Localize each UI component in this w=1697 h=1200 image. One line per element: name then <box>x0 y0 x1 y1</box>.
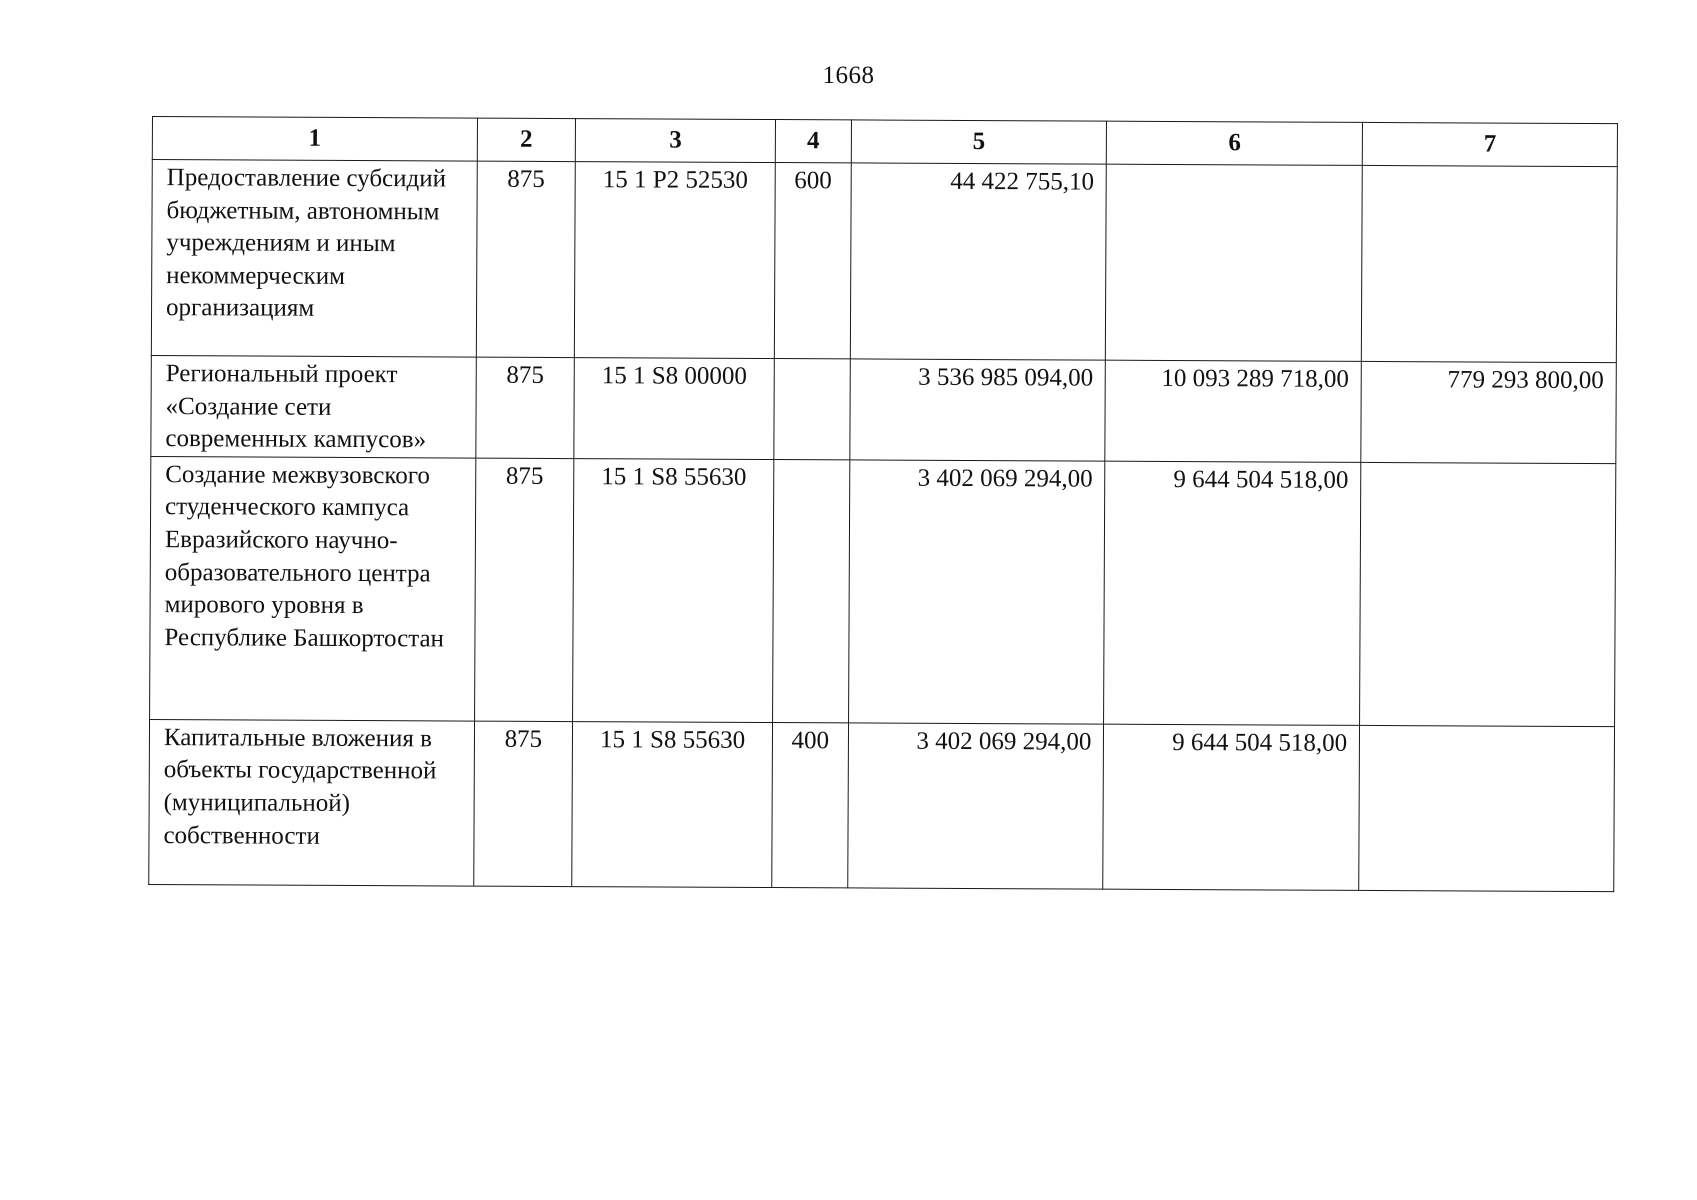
row-admin-code-cell: 875 <box>476 357 575 458</box>
budget-table <box>148 116 1618 892</box>
row-name-cell: Капитальные вложения в объекты государственной (муниципальной) собственности <box>149 719 475 886</box>
row-admin-code-cell: 875 <box>473 721 572 886</box>
column-header-5: 5 <box>851 120 1107 164</box>
table-row <box>151 160 1617 363</box>
row-amount-5-cell: 3 536 985 094,00 <box>849 359 1105 461</box>
page-number: 1668 <box>822 62 875 89</box>
column-header-6: 6 <box>1107 121 1363 165</box>
row-amount-5-cell: 3 402 069 294,00 <box>847 723 1104 889</box>
column-header-1: 1 <box>152 117 477 162</box>
row-expense-type-cell <box>774 359 850 460</box>
row-name-cell: Создание межвузовского студенческого кампуса Евразийского научно-образовательного центра мирового уровня в Республике Башкортостан <box>150 456 476 721</box>
column-header-4: 4 <box>775 120 851 163</box>
row-target-code-cell: 15 1 S8 55630 <box>572 721 773 887</box>
table-row <box>151 355 1616 463</box>
row-amount-7-cell <box>1359 725 1615 891</box>
row-amount-7-cell <box>1360 462 1616 726</box>
row-amount-7-cell <box>1362 165 1618 362</box>
row-amount-6-cell: 9 644 504 518,00 <box>1104 461 1361 725</box>
row-expense-type-cell <box>773 459 850 722</box>
table-row <box>149 719 1615 891</box>
column-header-3: 3 <box>575 119 775 163</box>
row-amount-6-cell: 9 644 504 518,00 <box>1103 724 1360 890</box>
table-header-row <box>152 117 1617 167</box>
row-expense-type-cell: 400 <box>772 722 848 887</box>
row-name-cell: Предоставление субсидий бюджетным, автономным учреждениям и иным некоммерческим организациям <box>151 160 477 358</box>
row-target-code-cell: 15 1 P2 52530 <box>574 162 775 359</box>
row-admin-code-cell: 875 <box>474 458 574 721</box>
row-amount-5-cell: 3 402 069 294,00 <box>848 460 1105 724</box>
row-target-code-cell: 15 1 S8 00000 <box>574 358 775 460</box>
row-expense-type-cell: 600 <box>774 163 850 359</box>
row-name-cell: Региональный проект «Создание сети современных кампусов» <box>151 355 476 457</box>
row-amount-6-cell <box>1106 164 1363 361</box>
row-admin-code-cell: 875 <box>476 161 575 357</box>
row-amount-7-cell: 779 293 800,00 <box>1361 361 1616 463</box>
column-header-2: 2 <box>477 118 576 161</box>
table-row <box>150 456 1616 726</box>
row-amount-6-cell: 10 093 289 718,00 <box>1105 360 1361 462</box>
column-header-7: 7 <box>1363 122 1618 166</box>
row-amount-5-cell: 44 422 755,10 <box>850 163 1107 360</box>
row-target-code-cell: 15 1 S8 55630 <box>573 458 774 722</box>
